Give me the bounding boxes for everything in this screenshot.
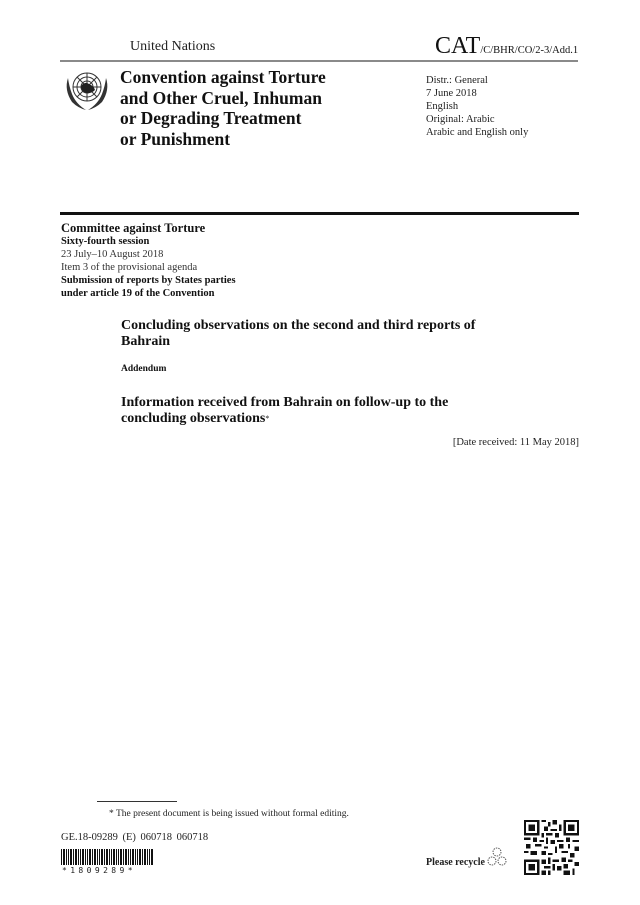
document-symbol-suffix: /C/BHR/CO/2-3/Add.1 [480,45,579,56]
subtitle-line: concluding observations [121,411,266,426]
recycle-label: Please recycle [426,857,485,868]
qr-code-icon [524,820,579,875]
barcode-icon [61,849,153,865]
document-subtitle [121,395,521,427]
document-code: GE.18-09289 (E) 060718 060718 [61,832,209,843]
agenda-title-line: Submission of reports by States parties [61,275,236,286]
organization-label: United Nations [130,39,216,54]
un-emblem-icon [62,66,112,112]
document-symbol [435,33,578,60]
document-title-line: Concluding observations on the second and third reports of [121,318,476,333]
convention-title [120,67,326,149]
session-name: Sixty-fourth session [61,236,150,247]
recycle-icon [486,846,508,868]
header-rule [60,60,578,62]
committee-block [61,222,236,300]
document-symbol-main: CAT [435,33,481,59]
distribution-type: Distr.: General [426,75,488,86]
agenda-title-line: under article 19 of the Convention [61,288,215,299]
main-rule [60,212,579,215]
document-title-line: Bahrain [121,334,171,349]
title-line: and Other Cruel, Inhuman [120,87,322,108]
language: English [426,101,459,112]
title-line: or Punishment [120,128,231,149]
subtitle-line: Information received from Bahrain on follow-up to the [121,395,449,410]
title-line: or Degrading Treatment [120,108,302,128]
committee-name: Committee against Torture [61,221,206,235]
issue-date: 7 June 2018 [426,88,477,99]
barcode-number: *1809289* [62,866,136,875]
languages-available: Arabic and English only [426,127,529,138]
original-language: Original: Arabic [426,114,495,125]
footnote-mark: * [265,414,270,423]
agenda-item: Item 3 of the provisional agenda [61,262,198,273]
date-received: [Date received: 11 May 2018] [452,437,579,448]
distribution-block [426,74,528,139]
document-title [121,318,541,350]
title-line: Convention against Torture [120,67,326,87]
footnote-text: * The present document is being issued without formal editing. [109,809,349,819]
footnote-rule [97,801,177,802]
addendum-label: Addendum [121,364,167,374]
session-dates: 23 July–10 August 2018 [61,249,164,260]
